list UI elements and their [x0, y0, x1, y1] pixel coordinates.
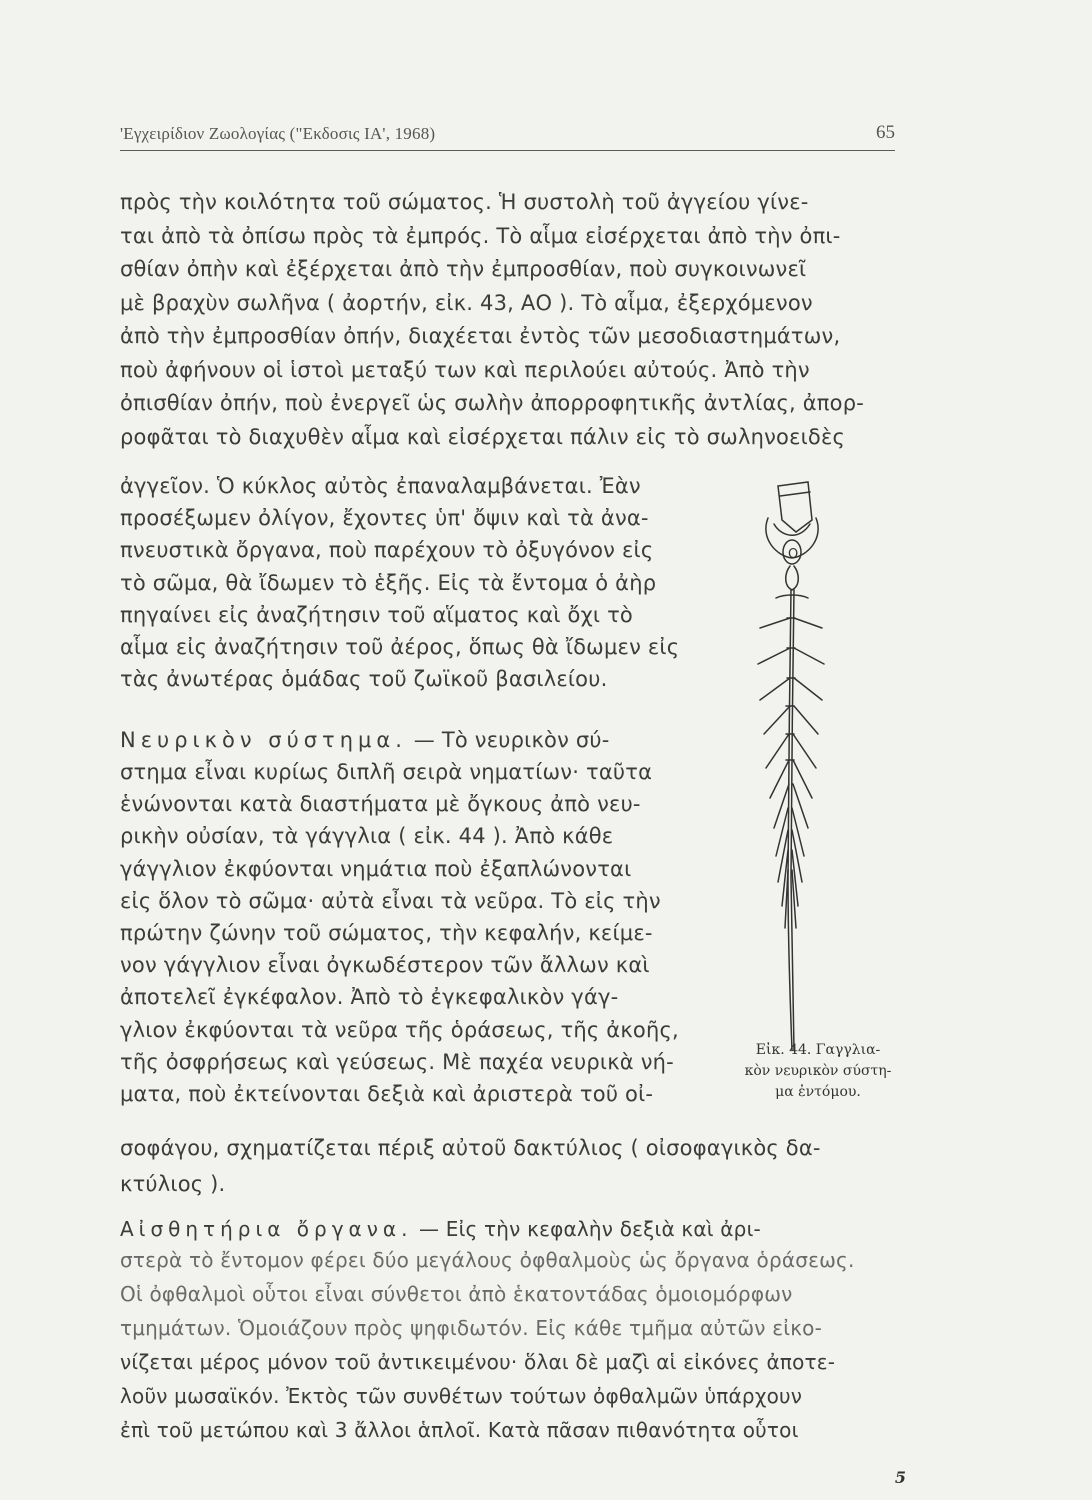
running-title: 'Εγχειρίδιον Ζωολογίας ("Εκδοσις ΙΑ', 1968)	[120, 124, 436, 143]
text-line: ροφᾶται τὸ διαχυθὲν αἷμα καὶ εἰσέρχεται πάλιν εἰς τὸ σωληνοειδὲς	[120, 424, 846, 449]
text-line: νον γάγγλιον εἶναι ὀγκωδέστερον τῶν ἄλλων καὶ	[120, 953, 650, 978]
text-line: ἀπὸ τὴν ἐμπροσθίαν ὀπήν, διαχέεται ἐντὸς τῶν μεσοδιαστημάτων,	[120, 324, 841, 348]
signature-mark: 5	[894, 1468, 906, 1487]
figure-label-o: O	[788, 547, 799, 562]
text-line: γλιον ἐκφύονται τὰ νεῦρα τῆς ὁράσεως, τῆς ἀκοῆς,	[120, 1017, 679, 1042]
nervous-system-heading-line	[120, 728, 610, 752]
nervous-system-drawing	[730, 478, 850, 1058]
text-line: τῆς ὀσφρήσεως καὶ γεύσεως. Μὲ παχέα νευρικὰ νή-	[120, 1049, 674, 1074]
text-line: εἰς ὅλον τὸ σῶμα· αὐτὰ εἶναι τὰ νεῦρα. Τὸ εἰς τὴν	[120, 888, 661, 913]
sense-organs-heading-line	[120, 1217, 761, 1241]
text-line: ἑνώνονται κατὰ διαστήματα μὲ ὄγκους ἀπὸ νευ-	[120, 792, 641, 817]
text-line: πηγαίνει εἰς ἀναζήτησιν τοῦ αἵματος καὶ ὄχι τὸ	[120, 602, 633, 627]
text-line: γάγγλιον ἐκφύονται νημάτια ποὺ ἐξαπλώνονται	[120, 856, 632, 881]
text-line: τμημάτων. Ὁμοιάζουν πρὸς ψηφιδωτόν. Εἰς κάθε τμῆμα αὐτῶν εἰκο-	[120, 1316, 823, 1340]
text-line: ἀγγεῖον. Ὁ κύκλος αὐτὸς ἐπαναλαμβάνεται. Ἐὰν	[120, 474, 641, 498]
text-line: ματα, ποὺ ἐκτείνονται δεξιὰ καὶ ἀριστερὰ τοῦ οἰ-	[120, 1082, 654, 1106]
text-line: ρικὴν οὐσίαν, τὰ γάγγλια ( εἰκ. 44 ). Ἀπὸ κάθε	[120, 824, 614, 849]
figure-caption	[718, 1040, 918, 1103]
figure-caption-line-2: κὸν νευρικὸν σύστη-	[744, 1063, 892, 1079]
text-line: πνευστικὰ ὄργανα, ποὺ παρέχουν τὸ ὀξυγόνον εἰς	[120, 538, 654, 563]
text-line: στερὰ τὸ ἔντομον φέρει δύο μεγάλους ὀφθαλμοὺς ὡς ὄργανα ὁράσεως.	[120, 1248, 855, 1272]
text-line: σοφάγου, σχηματίζεται πέριξ αὐτοῦ δακτύλιος ( οἰσοφαγικὸς δα-	[120, 1136, 821, 1160]
running-header	[120, 120, 895, 150]
text-line: λοῦν μωσαϊκόν. Ἐκτὸς τῶν συνθέτων τούτων ὀφθαλμῶν ὑπάρχουν	[120, 1384, 803, 1408]
text-line: μὲ βραχὺν σωλῆνα ( ἀορτήν, εἰκ. 43, ΑΟ ). Τὸ αἷμα, ἐξερχόμενον	[120, 290, 813, 315]
header-rule	[120, 150, 895, 151]
page-number: 65	[876, 122, 895, 143]
text-line: ὀπισθίαν ὀπήν, ποὺ ἐνεργεῖ ὡς σωλὴν ἀπορροφητικῆς ἀντλίας, ἀπορ-	[120, 391, 865, 415]
text-line: σθίαν ὀπὴν καὶ ἐξέρχεται ἀπὸ τὴν ἐμπροσθίαν, ποὺ συγκοινωνεῖ	[120, 257, 807, 281]
text-line: ἀποτελεῖ ἐγκέφαλον. Ἀπὸ τὸ ἐγκεφαλικὸν γάγ-	[120, 985, 619, 1010]
text-line: ἐπὶ τοῦ μετώπου καὶ 3 ἄλλοι ἁπλοῖ. Κατὰ πᾶσαν πιθανότητα οὗτοι	[120, 1418, 799, 1442]
text-line: τὸ σῶμα, θὰ ἴδωμεν τὸ ἑξῆς. Εἰς τὰ ἔντομα ὁ ἀὴρ	[120, 570, 657, 595]
figure-caption-line-1: Εἰκ. 44. Γαγγλια-	[755, 1042, 881, 1058]
figure-caption-line-3: μα ἐντόμου.	[775, 1084, 861, 1100]
text-line: πρὸς τὴν κοιλότητα τοῦ σώματος. Ἡ συστολὴ τοῦ ἀγγείου γίνε-	[120, 190, 809, 214]
text-line: κτύλιος ).	[120, 1172, 226, 1196]
nervous-system-heading: Νευρικὸν σύστημα.	[120, 728, 407, 752]
text-line: ται ἀπὸ τὰ ὀπίσω πρὸς τὰ ἐμπρός. Τὸ αἷμα εἰσέρχεται ἀπὸ τὴν ὀπι-	[120, 223, 841, 248]
nervous-system-heading-rest: — Τὸ νευρικὸν σύ-	[406, 728, 610, 752]
text-line: αἷμα εἰς ἀναζήτησιν τοῦ ἀέρος, ὅπως θὰ ἴδωμεν εἰς	[120, 635, 680, 659]
text-line: Οἱ ὀφθαλμοὶ οὗτοι εἶναι σύνθετοι ἀπὸ ἑκατοντάδας ὁμοιομόρφων	[120, 1282, 793, 1306]
sense-organs-heading-rest: — Εἰς τὴν κεφαλὴν δεξιὰ καὶ ἀρι-	[412, 1217, 761, 1241]
text-line: νίζεται μέρος μόνον τοῦ ἀντικειμένου· ὅλαι δὲ μαζὶ αἱ εἰκόνες ἀποτε-	[120, 1350, 836, 1374]
text-line: ποὺ ἀφήνουν οἱ ἱστοὶ μεταξύ των καὶ περιλούει αὐτούς. Ἀπὸ τὴν	[120, 357, 810, 382]
figure-nervous-system	[730, 478, 850, 1058]
text-line: πρώτην ζώνην τοῦ σώματος, τὴν κεφαλήν, κείμε-	[120, 921, 653, 945]
text-line: προσέξωμεν ὀλίγον, ἔχοντες ὑπ' ὄψιν καὶ τὰ ἀνα-	[120, 506, 649, 531]
text-line: τὰς ἀνωτέρας ὁμάδας τοῦ ζωϊκοῦ βασιλείου.	[120, 667, 608, 692]
text-line: στημα εἶναι κυρίως διπλῆ σειρὰ νηματίων· ταῦτα	[120, 760, 653, 784]
sense-organs-heading: Αἰσθητήρια ὄργανα.	[120, 1217, 413, 1241]
